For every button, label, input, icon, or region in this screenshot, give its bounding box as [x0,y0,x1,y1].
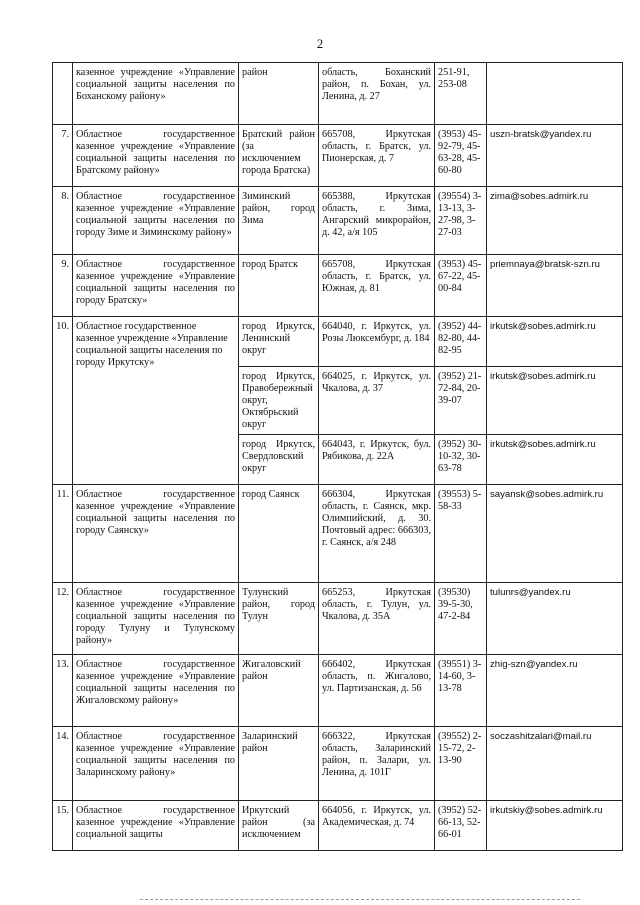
institution-name: Областное государственное казенное учреждение «Управление социальной защиты населения по городу Иркутску» [73,317,239,485]
row-number: 8. [53,187,73,255]
phone: (39552) 2-15-72, 2-13-90 [435,727,487,801]
service-area: город Саянск [239,485,319,583]
phone: (39554) 3-13-13, 3-27-98, 3-27-03 [435,187,487,255]
phone: (39530) 39-5-30, 47-2-84 [435,583,487,655]
service-area: район [239,63,319,125]
address: 664056, г. Иркутск, ул. Академическая, д. 74 [319,801,435,851]
phone: (39553) 5-58-33 [435,485,487,583]
institutions-table [52,62,623,851]
table-row [53,583,623,655]
address: 666322, Иркутская область, Заларинский район, п. Залари, ул. Ленина, д. 101Г [319,727,435,801]
table-row [53,63,623,125]
address: 664043, г. Иркутск, бул. Рябикова, д. 22А [319,435,435,485]
address: 664025, г. Иркутск, ул. Чкалова, д. 37 [319,367,435,435]
service-area: город Братск [239,255,319,317]
email: zima@sobes.admirk.ru [487,187,623,255]
email [487,63,623,125]
address: 665708, Иркутская область, г. Братск, ул. Южная, д. 81 [319,255,435,317]
service-area: Жигаловский район [239,655,319,727]
institution-name: казенное учреждение «Управление социальной защиты населения по Боханскому району» [73,63,239,125]
address: 665253, Иркутская область, г. Тулун, ул. Чкалова, д. 35А [319,583,435,655]
row-number [53,63,73,125]
email: tulunrs@yandex.ru [487,583,623,655]
table-row [53,727,623,801]
row-number: 11. [53,485,73,583]
institution-name: Областное государственное казенное учреждение «Управление социальной защиты населения по городу Саянску» [73,485,239,583]
address: 665388, Иркутская область, г. Зима, Ангарский микрорайон, д. 42, а/я 105 [319,187,435,255]
table-row [53,317,623,367]
row-number: 14. [53,727,73,801]
row-number: 12. [53,583,73,655]
table-row [53,655,623,727]
institution-name: Областное государственное казенное учреждение «Управление социальной защиты населения по Братскому району» [73,125,239,187]
address: 664040, г. Иркутск, ул. Розы Люксембург, д. 184 [319,317,435,367]
service-area: Тулунский район, город Тулун [239,583,319,655]
table-row [53,485,623,583]
page-bottom-rule [140,899,580,900]
email: uszn-bratsk@yandex.ru [487,125,623,187]
email: irkutsk@sobes.admirk.ru [487,367,623,435]
email: irkutskiy@sobes.admirk.ru [487,801,623,851]
phone: (3952) 30-10-32, 30-63-78 [435,435,487,485]
institution-name: Областное государственное казенное учреждение «Управление социальной защиты населения по Жигаловскому району» [73,655,239,727]
service-area: Иркутский район (за исключением [239,801,319,851]
service-area: город Иркутск, Ленинский округ [239,317,319,367]
email: priemnaya@bratsk-szn.ru [487,255,623,317]
row-number: 10. [53,317,73,485]
service-area: Братский район (за исключением города Братска) [239,125,319,187]
table-row [53,801,623,851]
institution-name: Областное государственное казенное учреждение «Управление социальной защиты населения по Заларинскому району» [73,727,239,801]
phone: (3953) 45-92-79, 45-63-28, 45-60-80 [435,125,487,187]
table-row [53,255,623,317]
phone: 251-91, 253-08 [435,63,487,125]
row-number: 15. [53,801,73,851]
email: irkutsk@sobes.admirk.ru [487,435,623,485]
email: irkutsk@sobes.admirk.ru [487,317,623,367]
service-area: Зиминский район, город Зима [239,187,319,255]
address: область, Боханский район, п. Бохан, ул. Ленина, д. 27 [319,63,435,125]
institution-name: Областное государственное казенное учреждение «Управление социальной защиты населения по городу Братску» [73,255,239,317]
institution-name: Областное государственное казенное учреждение «Управление социальной защиты населения по городу Зиме и Зиминскому району» [73,187,239,255]
service-area: город Иркутск, Правобережный округ, Октябрьский округ [239,367,319,435]
institution-name: Областное государственное казенное учреждение «Управление социальной защиты населения по городу Тулуну и Тулунскому району» [73,583,239,655]
service-area: город Иркутск, Свердловский округ [239,435,319,485]
address: 666402, Иркутская область, п. Жигалово, ул. Партизанская, д. 56 [319,655,435,727]
email: sayansk@sobes.admirk.ru [487,485,623,583]
table-row [53,125,623,187]
phone: (39551) 3-14-60, 3-13-78 [435,655,487,727]
row-number: 13. [53,655,73,727]
table-row [53,187,623,255]
page-number: 2 [316,36,324,51]
address: 665708, Иркутская область, г. Братск, ул. Пионерская, д. 7 [319,125,435,187]
address: 666304, Иркутская область, г. Саянск, мкр. Олимпийский, д. 30. Почтовый адрес: 666303, г. Саянск, а/я 248 [319,485,435,583]
institution-name: Областное государственное казенное учреждение «Управление социальной защиты [73,801,239,851]
service-area: Заларинский район [239,727,319,801]
phone: (3952) 44-82-80, 44-82-95 [435,317,487,367]
phone: (3953) 45-67-22, 45-00-84 [435,255,487,317]
row-number: 7. [53,125,73,187]
email: soczashitzalari@mail.ru [487,727,623,801]
email: zhig-szn@yandex.ru [487,655,623,727]
phone: (3952) 52-66-13, 52-66-01 [435,801,487,851]
phone: (3952) 21-72-84, 20-39-07 [435,367,487,435]
row-number: 9. [53,255,73,317]
